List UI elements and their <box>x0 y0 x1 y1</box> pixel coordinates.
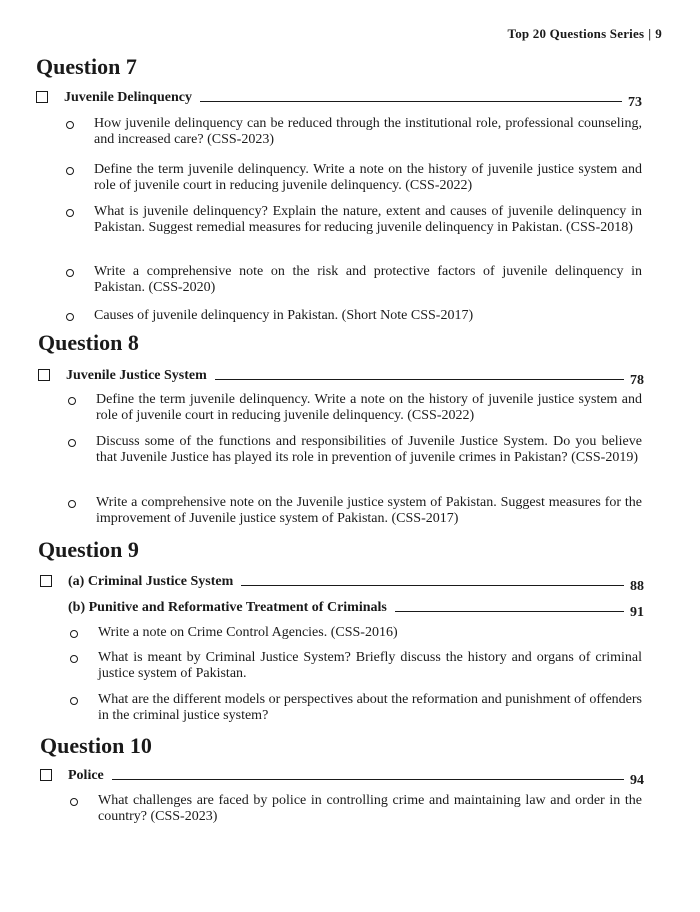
question-9-topic-b[interactable] <box>68 600 644 620</box>
topic-label: Juvenile Justice System <box>66 368 207 383</box>
topic-page-number: 73 <box>628 95 642 110</box>
question-text: Causes of juvenile delinquency in Pakistan. (Short Note CSS-2017) <box>94 308 474 323</box>
question-8-title: Question 8 <box>38 330 139 355</box>
list-item <box>70 625 642 641</box>
topic-page-number: 91 <box>630 605 644 620</box>
dotted-leader <box>112 779 624 780</box>
question-text: How juvenile delinquency can be reduced through the institutional role, professional counseling, and increased care? (CSS-2023) <box>94 116 642 147</box>
bullet-icon <box>68 439 76 447</box>
question-9-topic-a[interactable] <box>40 574 644 594</box>
question-10-topic[interactable] <box>40 768 644 788</box>
dotted-leader <box>215 379 624 380</box>
question-text: Write a comprehensive note on the risk and protective factors of juvenile delinquency in Pakistan. (CSS-2020) <box>94 264 642 295</box>
dotted-leader <box>241 585 624 586</box>
question-text: Write a note on Crime Control Agencies. (CSS-2016) <box>98 625 398 640</box>
list-item <box>68 392 642 424</box>
list-item <box>66 308 642 324</box>
list-item <box>66 162 642 194</box>
topic-label: (b) Punitive and Reformative Treatment of Criminals <box>68 600 387 615</box>
list-item <box>70 650 642 682</box>
question-text: What is juvenile delinquency? Explain the nature, extent and causes of juvenile delinquency in Pakistan. Suggest remedial measures for reducing juvenile delinquency in Pakistan. (CSS-2018) <box>94 204 642 235</box>
list-item <box>66 264 642 296</box>
bullet-icon <box>70 798 78 806</box>
list-item <box>68 434 642 466</box>
bullet-icon <box>66 167 74 175</box>
page-number: 9 <box>655 26 662 41</box>
question-10-title: Question 10 <box>40 733 152 758</box>
running-header <box>508 26 662 42</box>
topic-page-number: 94 <box>630 773 644 788</box>
question-text: Discuss some of the functions and responsibilities of Juvenile Justice System. Do you believe that Juvenile Justice has played its role in prevention of juvenile crimes in Pakistan? (CSS-2019) <box>96 434 642 465</box>
list-item <box>68 495 642 527</box>
list-item <box>66 204 642 236</box>
header-separator: | <box>648 26 652 41</box>
bullet-icon <box>68 500 76 508</box>
list-item <box>66 116 642 148</box>
question-7-topic[interactable] <box>36 90 642 110</box>
bullet-icon <box>66 313 74 321</box>
topic-page-number: 88 <box>630 579 644 594</box>
dotted-leader <box>395 611 624 612</box>
checkbox-icon <box>36 91 48 103</box>
bullet-icon <box>68 397 76 405</box>
list-item <box>70 692 642 724</box>
question-text: Write a comprehensive note on the Juvenile justice system of Pakistan. Suggest measures for the improvement of Juvenile justice system of Pakistan. (CSS-2017) <box>96 495 642 526</box>
bullet-icon <box>66 269 74 277</box>
topic-page-number: 78 <box>630 373 644 388</box>
checkbox-icon <box>38 369 50 381</box>
bullet-icon <box>70 697 78 705</box>
list-item <box>70 793 642 825</box>
question-text: What is meant by Criminal Justice System? Briefly discuss the history and organs of criminal justice system of Pakistan. <box>98 650 642 681</box>
question-9-title: Question 9 <box>38 537 139 562</box>
bullet-icon <box>70 655 78 663</box>
topic-label: Juvenile Delinquency <box>64 90 192 105</box>
series-title: Top 20 Questions Series <box>507 26 645 41</box>
question-7-title: Question 7 <box>36 54 137 79</box>
bullet-icon <box>70 630 78 638</box>
dotted-leader <box>200 101 622 102</box>
checkbox-icon <box>40 575 52 587</box>
bullet-icon <box>66 209 74 217</box>
question-8-topic[interactable] <box>38 368 644 388</box>
bullet-icon <box>66 121 74 129</box>
question-text: What are the different models or perspectives about the reformation and punishment of offenders in the criminal justice system? <box>98 692 642 723</box>
topic-label: Police <box>68 768 104 783</box>
question-text: Define the term juvenile delinquency. Write a note on the history of juvenile justice system and role of juvenile court in reducing juvenile delinquency. (CSS-2022) <box>94 162 642 193</box>
checkbox-icon <box>40 769 52 781</box>
question-text: Define the term juvenile delinquency. Write a note on the history of juvenile justice system and role of juvenile court in reducing juvenile delinquency. (CSS-2022) <box>96 392 642 423</box>
question-text: What challenges are faced by police in controlling crime and maintaining law and order in the country? (CSS-2023) <box>98 793 642 824</box>
topic-label: (a) Criminal Justice System <box>68 574 234 589</box>
